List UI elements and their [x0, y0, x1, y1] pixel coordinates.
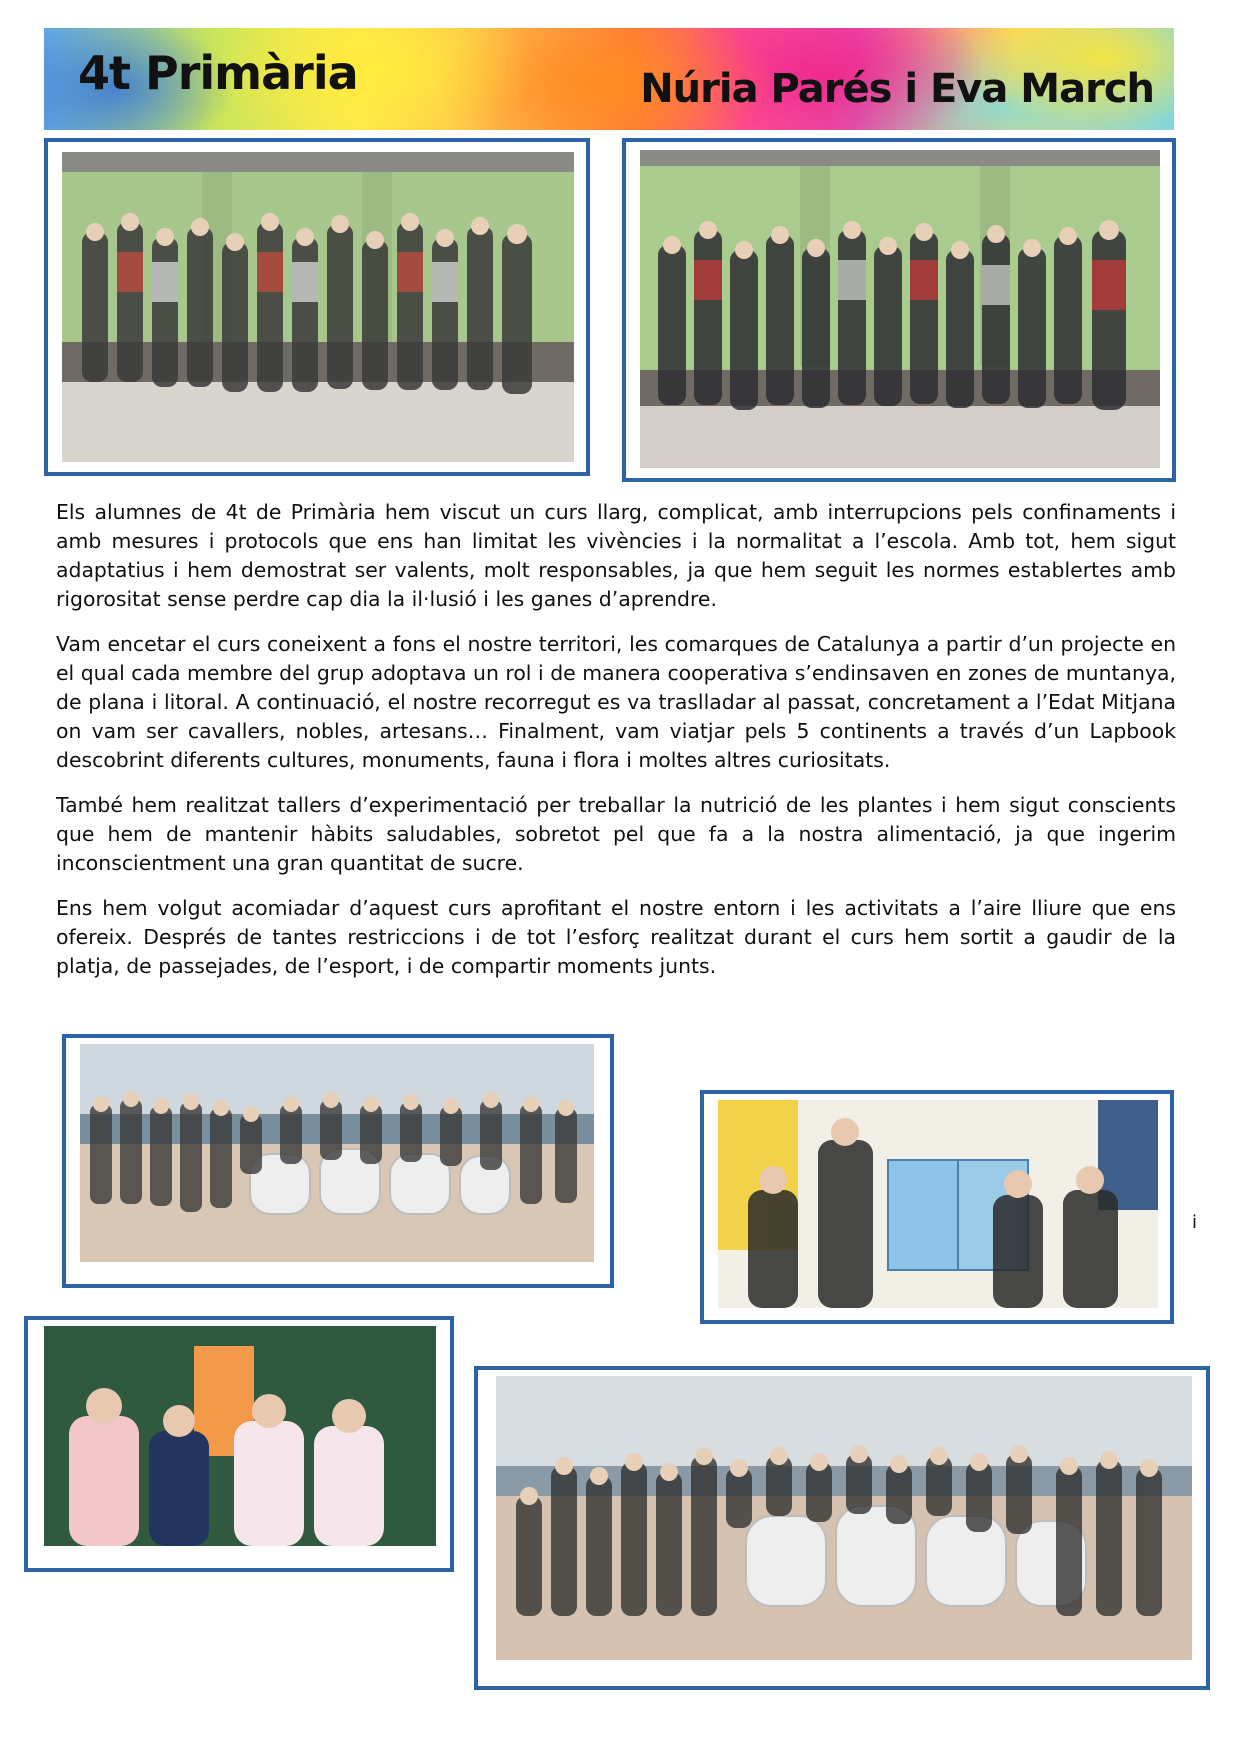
class-photo-right [640, 150, 1160, 468]
beach-group-photo [80, 1044, 594, 1262]
article-paragraph-1: Els alumnes de 4t de Primària hem viscut un curs llarg, complicat, amb interrupcions pels confinaments i amb mesures i protocols que ens han limitat les vivències i la normalitat a l’escola. Amb tot, hem sigut adaptatius i hem demostrat ser valents, molt responsables, ja que hem seguit les normes establertes amb rigorositat sense perdre cap dia la il·lusió i les ganes d’aprendre. [56, 500, 1176, 611]
page-title: 4t Primària [78, 46, 358, 100]
class-photo-left [62, 152, 574, 462]
article-body [56, 498, 1176, 997]
authors-heading: Núria Parés i Eva March [640, 66, 1154, 112]
article-paragraph-2: Vam encetar el curs coneixent a fons el nostre territori, les comarques de Catalunya a partir d’un projecte en el qual cada membre del grup adoptava un rol i de manera cooperativa s’endinsaven en zones de muntanya, de plana i litoral. A continuació, el nostre recorregut es va traslladar al passat, concretament a l’Edat Mitjana on vam ser cavallers, nobles, artesans… Finalment, vam viatjar pels 5 continents a través d’un Lapbook descobrint diferents cultures, monuments, fauna i flora i moltes altres curiositats. [56, 632, 1176, 772]
article-paragraph-3: També hem realitzat tallers d’experimentació per treballar la nutrició de les plantes i hem sigut conscients que hem de mantenir hàbits saludables, sobretot pel que fa a la nostra alimentació, ja que ingerim inconscientment una gran quantitat de sucre. [56, 793, 1176, 875]
article-paragraph-4: Ens hem volgut acomiadar d’aquest curs aprofitant el nostre entorn i les activitats a l’aire lliure que ens ofereix. Després de tantes restriccions i de tot l’esforç realitzat durant el curs hem sortit a gaudir de la platja, de passejades, de l’esport, i de compartir moments junts. [56, 896, 1176, 978]
blackboard-photo [44, 1326, 436, 1546]
poster-photo [718, 1100, 1158, 1308]
beach-large-group-photo [496, 1376, 1192, 1660]
stray-character: i [1192, 1212, 1198, 1233]
header-banner [44, 28, 1174, 130]
